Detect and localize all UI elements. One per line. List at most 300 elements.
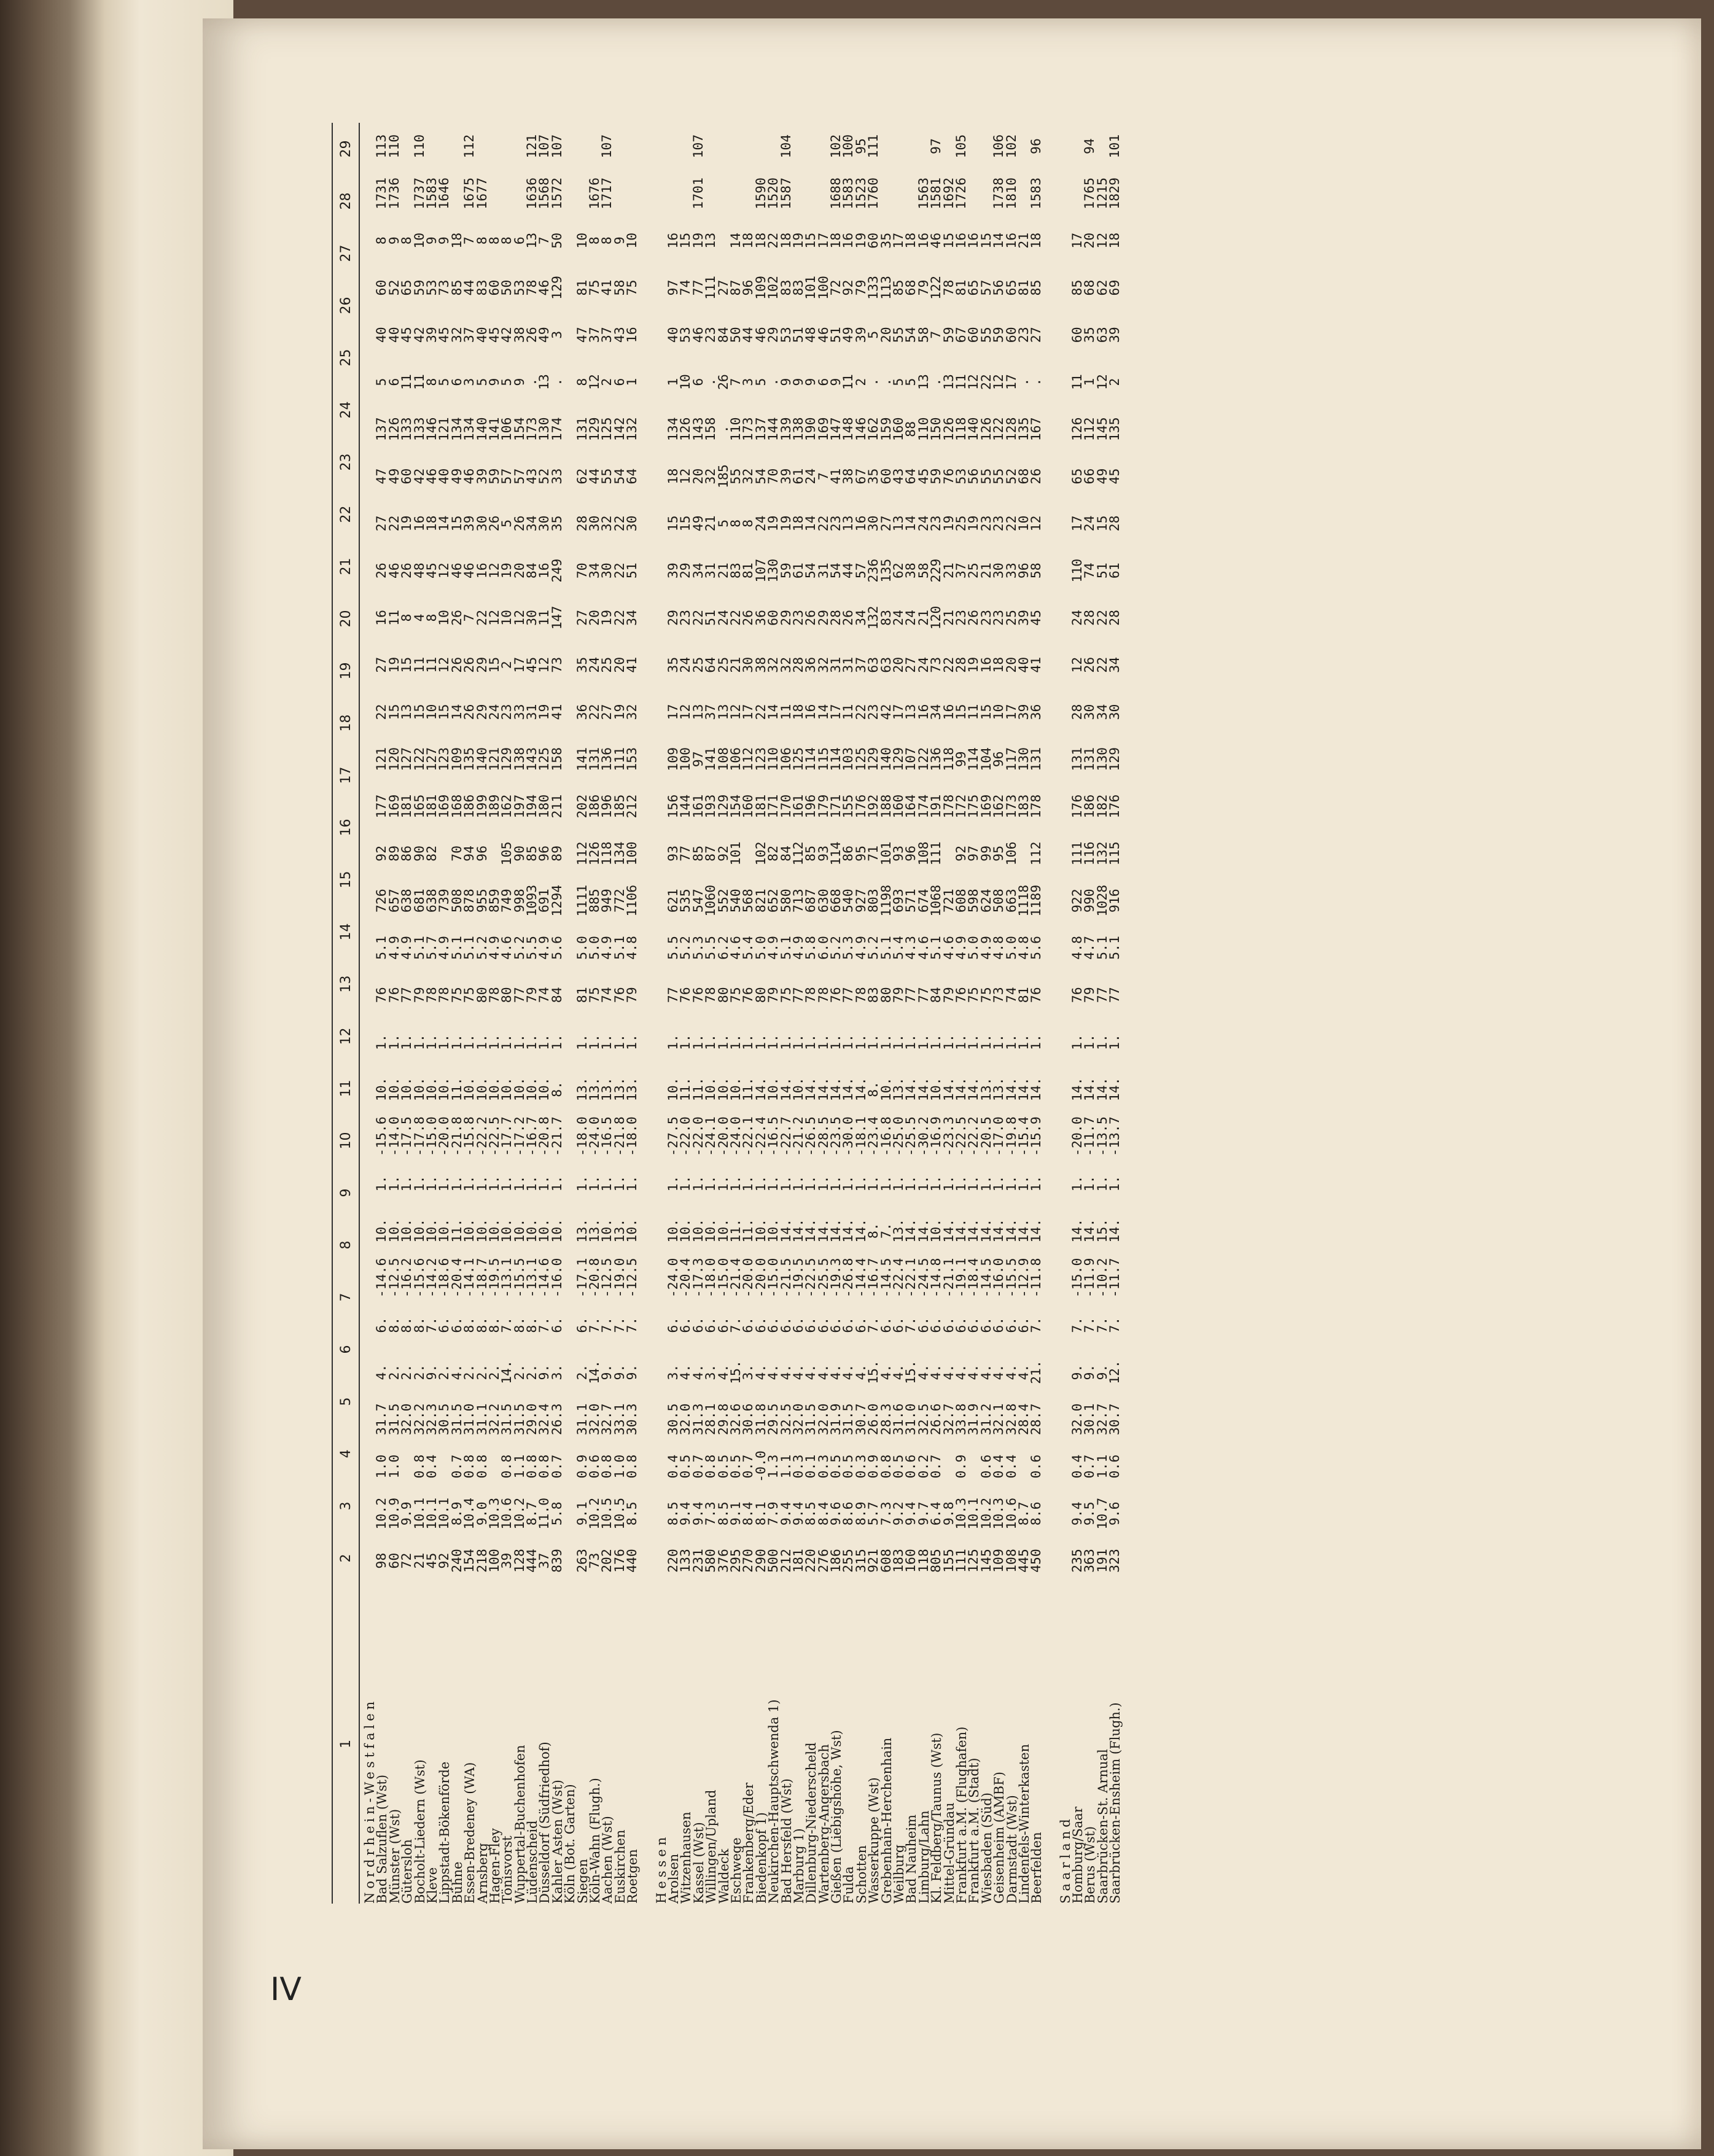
- table-cell: 9.: [537, 1364, 553, 1380]
- table-cell: 598: [966, 889, 982, 913]
- table-cell: 30: [537, 515, 553, 532]
- table-cell: 1.: [1016, 1175, 1032, 1192]
- table-cell: 31: [524, 704, 540, 720]
- table-cell: -24.0: [728, 1116, 744, 1156]
- station-name: Fulda: [841, 1866, 857, 1904]
- table-cell: 14.: [803, 1218, 819, 1243]
- table-cell: 10.2: [374, 1497, 390, 1530]
- table-cell: 9: [486, 378, 502, 386]
- table-cell: 10: [411, 232, 427, 249]
- table-cell: 630: [816, 889, 832, 913]
- table-cell: -22.5: [486, 1116, 502, 1156]
- table-cell: 13.: [574, 1218, 590, 1243]
- table-cell: -13.5: [1094, 1116, 1110, 1156]
- table-cell: 1093: [524, 884, 540, 917]
- table-cell: 6.: [816, 1317, 832, 1333]
- table-cell: -20.0: [753, 1258, 769, 1298]
- table-cell: 220: [803, 1549, 819, 1573]
- table-cell: 668: [828, 889, 844, 913]
- table-cell: 17: [816, 232, 832, 249]
- table-cell: 20: [878, 327, 894, 343]
- table-cell: 8.9: [853, 1501, 869, 1526]
- table-cell: 16: [1003, 232, 1019, 249]
- table-cell: 18: [753, 232, 769, 249]
- table-cell: 726: [374, 889, 390, 913]
- table-cell: 10.: [474, 1218, 490, 1243]
- table-cell: 4.: [966, 1364, 982, 1380]
- table-cell: 113: [878, 276, 894, 300]
- table-cell: 44: [462, 279, 478, 296]
- table-cell: 173: [741, 417, 757, 442]
- table-cell: 1.: [549, 1175, 565, 1192]
- table-cell: 169: [437, 794, 453, 819]
- table-cell: 46: [462, 468, 478, 485]
- table-cell: 5.6: [1029, 936, 1045, 960]
- table-cell: 11.: [690, 1077, 706, 1102]
- table-cell: 7.: [599, 1317, 615, 1333]
- table-cell: 193: [703, 794, 719, 819]
- table-cell: 68: [903, 279, 919, 296]
- table-cell: 47: [574, 327, 590, 343]
- table-cell: 62: [1094, 279, 1110, 296]
- table-cell: 13.: [891, 1077, 907, 1102]
- table-cell: 141: [486, 417, 502, 442]
- table-cell: 60: [1003, 327, 1019, 343]
- table-cell: 52: [386, 279, 402, 296]
- table-cell: 46: [753, 327, 769, 343]
- table-cell: 26: [524, 327, 540, 343]
- table-cell: .: [866, 378, 882, 386]
- table-cell: 0.4: [665, 1454, 681, 1479]
- table-cell: 30.3: [625, 1403, 641, 1436]
- table-cell: 26: [966, 610, 982, 626]
- table-cell: .: [703, 378, 719, 386]
- table-row: [438, 123, 451, 1904]
- table-cell: 9.: [1082, 1364, 1098, 1380]
- table-cell: 14.: [1094, 1077, 1110, 1102]
- table-cell: 14.: [916, 1077, 932, 1102]
- table-cell: 135: [1016, 417, 1032, 442]
- table-cell: 173: [1003, 794, 1019, 819]
- table-cell: 8.: [524, 1317, 540, 1333]
- table-cell: 86: [841, 845, 857, 862]
- table-cell: [755, 123, 768, 170]
- table-cell: 240: [449, 1549, 465, 1573]
- station-name: Darmstadt (Wst): [1004, 1795, 1019, 1904]
- table-cell: 6.: [991, 1317, 1007, 1333]
- table-cell: 202: [574, 794, 590, 819]
- climate-table: [332, 123, 1683, 1904]
- table-cell: 46: [690, 327, 706, 343]
- table-cell: 1028: [1094, 884, 1110, 917]
- station-name: Roetgen: [625, 1849, 641, 1904]
- table-cell: -15.0: [1070, 1258, 1086, 1298]
- station-name: Frankfurt a.M. (Stadt): [967, 1757, 982, 1904]
- table-cell: 71: [866, 845, 882, 862]
- column-header: 11: [338, 1080, 354, 1097]
- table-cell: 137: [753, 417, 769, 442]
- table-cell: 10.1: [437, 1497, 453, 1530]
- table-cell: 4.: [941, 1364, 957, 1380]
- table-cell: 10.6: [1003, 1497, 1019, 1530]
- table-cell: 108: [1003, 1549, 1019, 1573]
- table-cell: 12: [1094, 232, 1110, 249]
- station-name: Lindenfels-Winterkasten: [1016, 1744, 1032, 1904]
- table-cell: 10.: [499, 1077, 515, 1102]
- table-row: [993, 123, 1005, 1904]
- station-name: Limburg/Lahn: [916, 1810, 932, 1904]
- table-cell: 45: [524, 656, 540, 673]
- table-cell: 1.1: [1094, 1454, 1110, 1479]
- table-cell: 290: [753, 1549, 769, 1573]
- table-cell: 8: [587, 236, 603, 245]
- table-cell: 131: [587, 747, 603, 771]
- table-cell: 14: [903, 515, 919, 532]
- table-cell: 805: [929, 1549, 945, 1573]
- table-cell: 97: [665, 279, 681, 296]
- station-name: Neukirchen-Hauptschwenda 1): [766, 1699, 782, 1904]
- table-cell: 0.7: [1082, 1454, 1098, 1479]
- table-cell: 159: [878, 417, 894, 442]
- table-cell: 10.: [474, 1077, 490, 1102]
- table-cell: 1.: [1029, 1175, 1045, 1192]
- table-cell: 20: [891, 656, 907, 673]
- column-header: 18: [338, 714, 354, 732]
- table-cell: 4.9: [953, 936, 969, 960]
- table-cell: 10.: [424, 1077, 440, 1102]
- table-cell: 4.: [690, 1364, 706, 1380]
- table-cell: 26.6: [929, 1403, 945, 1436]
- table-cell: 26: [803, 610, 819, 626]
- table-cell: 92: [437, 1552, 453, 1569]
- table-cell: 45: [1029, 610, 1045, 626]
- table-cell: 21: [703, 515, 719, 532]
- table-cell: 85: [803, 845, 819, 862]
- table-cell: 81: [741, 562, 757, 579]
- table-cell: 220: [665, 1549, 681, 1573]
- station-name: Bocholt-Liedern (Wst): [412, 1759, 427, 1904]
- table-cell: 24: [903, 610, 919, 626]
- table-cell: 28: [1107, 610, 1123, 626]
- table-cell: 85: [690, 845, 706, 862]
- table-cell: 33: [549, 468, 565, 485]
- table-cell: 0.8: [524, 1454, 540, 1479]
- table-cell: 50: [549, 232, 565, 249]
- table-cell: 55: [991, 468, 1007, 485]
- table-cell: 96: [903, 845, 919, 862]
- table-cell: 10.: [374, 1077, 390, 1102]
- table-cell: 22: [587, 704, 603, 720]
- table-cell: 10.: [728, 1077, 744, 1102]
- table-cell: 126: [587, 841, 603, 866]
- table-cell: 66: [1082, 468, 1098, 485]
- table-cell: 35: [665, 656, 681, 673]
- table-cell: 17: [891, 232, 907, 249]
- table-cell: 84: [549, 987, 565, 1003]
- table-cell: 2: [599, 378, 615, 386]
- table-cell: 1.: [916, 1034, 932, 1050]
- table-cell: 94: [462, 845, 478, 862]
- table-cell: 14.: [1070, 1077, 1086, 1102]
- table-cell: 41: [828, 468, 844, 485]
- table-cell: 4.9: [537, 936, 553, 960]
- table-cell: 30: [1082, 704, 1098, 720]
- table-cell: 38: [903, 562, 919, 579]
- table-cell: 2.: [474, 1364, 490, 1380]
- table-cell: 16: [625, 327, 641, 343]
- table-cell: 106: [728, 747, 744, 771]
- table-cell: 2.: [437, 1364, 453, 1380]
- table-cell: 34: [587, 562, 603, 579]
- table-cell: 186: [587, 794, 603, 819]
- table-cell: 6.: [549, 1317, 565, 1333]
- table-cell: 22: [374, 704, 390, 720]
- table-cell: 0.6: [903, 1454, 919, 1479]
- table-cell: 20: [587, 610, 603, 626]
- table-cell: -15.8: [462, 1116, 478, 1156]
- table-cell: 191: [929, 794, 945, 819]
- table-row: [589, 123, 601, 1904]
- table-cell: 112: [574, 841, 590, 866]
- section-title: Saarland: [1058, 1815, 1073, 1904]
- table-cell: 59: [411, 279, 427, 296]
- table-cell: 4.: [828, 1364, 844, 1380]
- table-cell: 51: [790, 327, 806, 343]
- table-cell: -16.8: [878, 1116, 894, 1156]
- table-cell: 79: [766, 987, 782, 1003]
- station-name: Bad Nauheim: [904, 1814, 919, 1904]
- table-cell: 72: [399, 1552, 415, 1569]
- table-cell: 26: [374, 562, 390, 579]
- table-cell: 135: [1107, 417, 1123, 442]
- station-name: Kassel (Wst): [691, 1822, 706, 1904]
- table-cell: 11: [778, 704, 794, 720]
- table-cell: 5.7: [424, 936, 440, 960]
- table-cell: 202: [599, 1549, 615, 1573]
- table-cell: 46: [462, 562, 478, 579]
- table-cell: 20: [1003, 656, 1019, 673]
- table-cell: 56: [991, 279, 1007, 296]
- table-cell: 115: [1107, 841, 1123, 866]
- table-cell: 7.: [1094, 1317, 1110, 1333]
- table-cell: 12: [587, 374, 603, 391]
- table-cell: 8.1: [753, 1501, 769, 1526]
- table-cell: 4.6: [728, 936, 744, 960]
- table-cell: 663: [1003, 889, 1019, 913]
- station-name: Geisenheim (AMBF): [992, 1772, 1007, 1904]
- table-cell: 55: [891, 327, 907, 343]
- table-cell: 1.: [878, 1175, 894, 1192]
- table-cell: 104: [778, 134, 794, 158]
- table-cell: -24.5: [916, 1258, 932, 1298]
- station-name: Kahler Asten (Wst): [550, 1780, 565, 1904]
- table-cell: 58: [916, 562, 932, 579]
- table-cell: 39: [665, 562, 681, 579]
- table-cell: 9.8: [941, 1501, 957, 1526]
- table-cell: 1.: [411, 1175, 427, 1192]
- table-cell: 75: [966, 987, 982, 1003]
- table-cell: 183: [1016, 794, 1032, 819]
- table-cell: 122: [991, 417, 1007, 442]
- table-cell: 57: [512, 468, 528, 485]
- table-cell: 9: [828, 378, 844, 386]
- table-cell: 162: [866, 417, 882, 442]
- table-cell: 23: [866, 704, 882, 720]
- table-cell: 67: [953, 327, 969, 343]
- table-cell: -20.0: [437, 1116, 453, 1156]
- table-cell: 4.: [953, 1364, 969, 1380]
- table-cell: 39: [474, 468, 490, 485]
- table-cell: 77: [678, 845, 694, 862]
- table-cell: -11.7: [1082, 1116, 1098, 1156]
- table-cell: -22.7: [778, 1116, 794, 1156]
- table-cell: 68: [1082, 279, 1098, 296]
- table-cell: 59: [929, 468, 945, 485]
- table-cell: 41: [549, 704, 565, 720]
- table-cell: -22.0: [690, 1116, 706, 1156]
- table-cell: 535: [678, 889, 694, 913]
- table-cell: -21.8: [449, 1116, 465, 1156]
- table-cell: 1.: [841, 1034, 857, 1050]
- table-cell: 547: [690, 889, 706, 913]
- table-cell: 169: [978, 794, 994, 819]
- table-cell: [881, 170, 893, 217]
- table-cell: 0.8: [625, 1454, 641, 1479]
- table-cell: 14.: [1107, 1077, 1123, 1102]
- table-cell: 106: [499, 417, 515, 442]
- table-cell: 32.0: [678, 1403, 694, 1436]
- table-cell: -21.4: [728, 1258, 744, 1298]
- table-cell: 55: [728, 468, 744, 485]
- table-cell: 10.7: [1094, 1497, 1110, 1530]
- table-cell: 10.: [411, 1077, 427, 1102]
- table-cell: -19.5: [790, 1258, 806, 1298]
- table-cell: 4.9: [399, 936, 415, 960]
- table-cell: 18: [778, 232, 794, 249]
- table-cell: 1.: [665, 1034, 681, 1050]
- table-cell: 16: [853, 515, 869, 532]
- table-cell: 185: [715, 464, 731, 489]
- table-cell: 34: [625, 610, 641, 626]
- table-row: [730, 123, 742, 1904]
- station-name: Dillenburg-Niederscheld: [804, 1742, 819, 1904]
- table-cell: 74: [1082, 562, 1098, 579]
- table-cell: 164: [903, 794, 919, 819]
- table-cell: 31.5: [449, 1403, 465, 1436]
- table-cell: 21: [941, 562, 957, 579]
- station-name: Bühne: [450, 1861, 465, 1904]
- table-cell: 1: [665, 378, 681, 386]
- table-cell: 10.: [665, 1077, 681, 1102]
- table-cell: 18: [741, 232, 757, 249]
- table-cell: 11: [411, 656, 427, 673]
- table-cell: 24: [1082, 515, 1098, 532]
- table-cell: 8.: [411, 1317, 427, 1333]
- table-cell: 1118: [1016, 884, 1032, 917]
- table-cell: 1523: [853, 177, 869, 209]
- table-cell: 32.3: [424, 1403, 440, 1436]
- table-cell: 112: [790, 841, 806, 866]
- table-cell: 1581: [929, 177, 945, 209]
- table-cell: 79: [941, 987, 957, 1003]
- table-cell: 6.: [715, 1317, 731, 1333]
- table-cell: 11.0: [537, 1497, 553, 1530]
- table-cell: 12: [991, 374, 1007, 391]
- table-cell: 1563: [916, 177, 932, 209]
- table-cell: 77: [916, 987, 932, 1003]
- table-cell: 7: [929, 330, 945, 339]
- table-cell: 1692: [941, 177, 957, 209]
- table-cell: 9: [612, 236, 628, 245]
- table-cell: 1.: [612, 1034, 628, 1050]
- table-cell: 24: [587, 656, 603, 673]
- table-cell: 13.: [991, 1077, 1007, 1102]
- table-row: [1109, 123, 1121, 1904]
- table-cell: 99: [978, 845, 994, 862]
- table-cell: 998: [512, 889, 528, 913]
- table-cell: 76: [374, 987, 390, 1003]
- table-cell: 231: [690, 1549, 706, 1573]
- table-row: [843, 123, 855, 1904]
- table-cell: 1.: [1107, 1034, 1123, 1050]
- table-cell: 1.: [549, 1034, 565, 1050]
- table-cell: 28: [1107, 515, 1123, 532]
- table-cell: 552: [715, 889, 731, 913]
- table-cell: 1.: [841, 1175, 857, 1192]
- table-cell: 43: [612, 327, 628, 343]
- station-name: Mittel-Gründau: [941, 1802, 957, 1904]
- table-cell: 56: [966, 468, 982, 485]
- station-name: Düsseldorf (Südfriedhof): [537, 1742, 553, 1904]
- table-row: [705, 123, 717, 1904]
- table-cell: 118: [941, 747, 957, 771]
- table-cell: 83: [878, 610, 894, 626]
- table-cell: 1765: [1082, 177, 1098, 209]
- table-cell: 7.: [866, 1317, 882, 1333]
- table-cell: 31: [703, 562, 719, 579]
- table-cell: 192: [866, 794, 882, 819]
- table-cell: 13: [715, 704, 731, 720]
- table-cell: 84: [929, 987, 945, 1003]
- table-cell: 1.: [499, 1175, 515, 1192]
- table-cell: 1.: [1082, 1175, 1098, 1192]
- table-cell: 21: [978, 562, 994, 579]
- table-cell: 0.8: [474, 1454, 490, 1479]
- table-cell: 315: [853, 1549, 869, 1573]
- table-cell: 6.: [790, 1317, 806, 1333]
- table-cell: 1.: [953, 1034, 969, 1050]
- table-cell: 35: [549, 515, 565, 532]
- station-name: Saarbrücken-Ensheim (Flugh.): [1108, 1702, 1123, 1904]
- table-cell: 13.: [891, 1218, 907, 1243]
- table-cell: 30: [741, 656, 757, 673]
- table-cell: 49: [1094, 468, 1110, 485]
- table-cell: 29.0: [524, 1403, 540, 1436]
- table-cell: 22: [766, 232, 782, 249]
- table-cell: 8: [474, 236, 490, 245]
- table-cell: 11: [386, 610, 402, 626]
- table-cell: 14: [991, 232, 1007, 249]
- table-cell: 0.7: [741, 1454, 757, 1479]
- table-cell: 10.: [512, 1077, 528, 1102]
- table-cell: 1.: [866, 1175, 882, 1192]
- table-cell: 0.7: [449, 1454, 465, 1479]
- table-cell: 22: [941, 656, 957, 673]
- table-cell: 916: [1107, 889, 1123, 913]
- table-cell: 15.: [728, 1360, 744, 1384]
- station-name: Gießen (Liebigshöhe, Wst): [829, 1730, 844, 1904]
- table-cell: 24: [715, 610, 731, 626]
